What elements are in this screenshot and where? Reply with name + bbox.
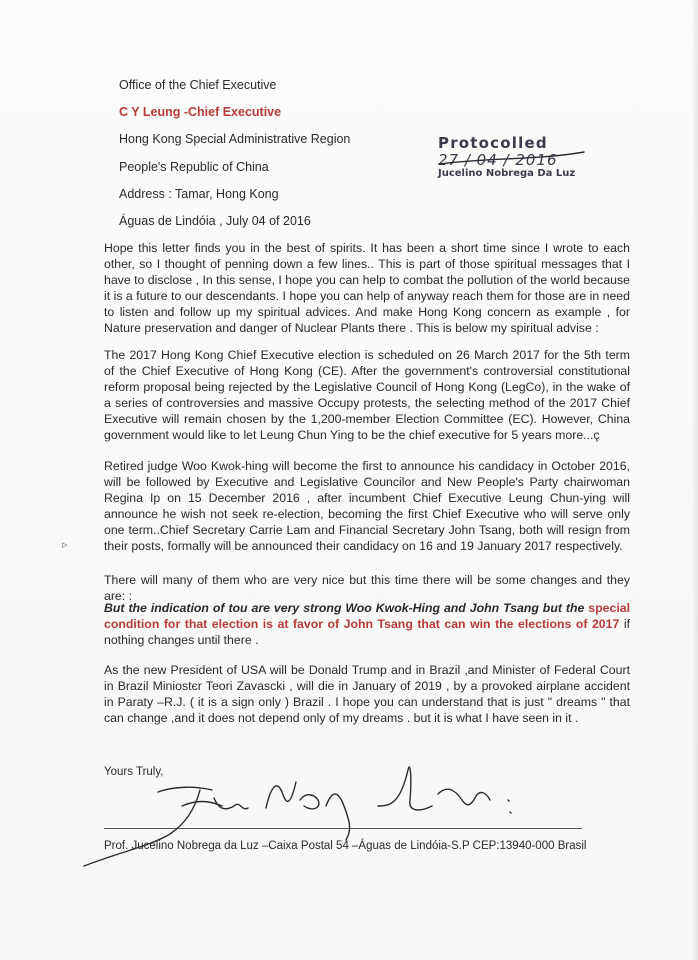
paragraph-prediction: As the new President of USA will be Donald Trump and in Brazil ,and Minister of Federal Court in Brazil Miniostєr Teori Zavascki , will die in January of 2019 , by a provoked airplane accident in Paraty –R.J. ( it is a sign only ) Brazil . I hope you can understand that is just " dreams " that can change ,and it does not depend only of my dreams . but it is what I have seen in it . (104, 663, 630, 725)
paragraph-intro: Hope this letter finds you in the best of spirits. It has been a short time since I wrote to each other, so I thought of penning down a few lines.. This is part of those spiritual messages that I have to disclose , In this sense, I hope you can help to combat the pollution of the world because it is a future to our descendants. I hope you can help of anyway reach them for those are in need to listen and follow up my spiritual advices. And make Hong Kong concern as example , for Nature preservation and danger of Nuclear Plants there . This is below my spiritual advise : (104, 241, 630, 335)
page-edge-shadow (692, 0, 698, 960)
indication-tail-text: if nothing changes until there . (104, 617, 630, 647)
region-line: Hong Kong Special Administrative Region (119, 132, 351, 146)
paragraph-changes: There will many of them who are very nice but this time there will be some changes and they are: : (104, 573, 630, 603)
signature-rule (104, 828, 582, 829)
stamp-date: 27 / 04 / 2016 (438, 151, 558, 169)
place-date-line: Águas de Lindóia , July 04 of 2016 (119, 214, 311, 228)
indication-bold-text: But the indication of tou are very strong Woo Kwok-Hing and John Tsang but the (104, 601, 589, 615)
indication-red-text: special condition for that election is at favor of John Tsang that can win the elections of 2017 (104, 601, 630, 631)
margin-mark: ▹ (62, 539, 68, 551)
recipient-line: C Y Leung -Chief Executive (119, 105, 282, 119)
protocol-stamp (436, 134, 586, 186)
country-line: People's Republic of China (119, 160, 269, 174)
sender-address: Prof. Jucelino Nobrega da Luz –Caixa Postal 54 –Águas de Lindóia-S.P CEP:13940-000 Brasil (104, 840, 587, 852)
address-line: Address : Tamar, Hong Kong (119, 187, 279, 201)
paragraph-indication (104, 600, 630, 648)
paragraph-election: The 2017 Hong Kong Chief Executive election is scheduled on 26 March 2017 for the 5th term of the Chief Executive of Hong Kong (CE). After the government's controversial constitutional reform proposal being rejected by the Legislative Council of Hong Kong (LegCo), in the wake of a series of controversies and massive Occupy protests, the selecting method of the 2017 Chief Executive will remain chosen by the 1,200-member Election Committee (EC). However, China government would like to let Leung Chun Ying to be the chief executive for 5 years more...ç (104, 348, 630, 442)
closing-salutation: Yours Truly, (104, 766, 164, 778)
office-line: Office of the Chief Executive (119, 78, 277, 92)
paragraph-candidates: Retired judge Woo Kwok-hing will become the first to announce his candidacy in October 2016, will be followed by Executive and Legislative Councilor and New People's Party chairwoman Regina Ip on 15 December 2016 , after incumbent Chief Executive Leung Chun-ying will announce he wish not seek re-election, becoming the first Chief Executive who will serve only one term..Chief Secretary Carrie Lam and Financial Secretary John Tsang, both will resign from their posts, formally will be announced their candidacy on 16 and 19 January 2017 respectively. (104, 459, 630, 553)
stamp-name: Jucelino Nobrega Da Luz (438, 168, 576, 179)
stamp-title: Protocolled (438, 134, 548, 152)
